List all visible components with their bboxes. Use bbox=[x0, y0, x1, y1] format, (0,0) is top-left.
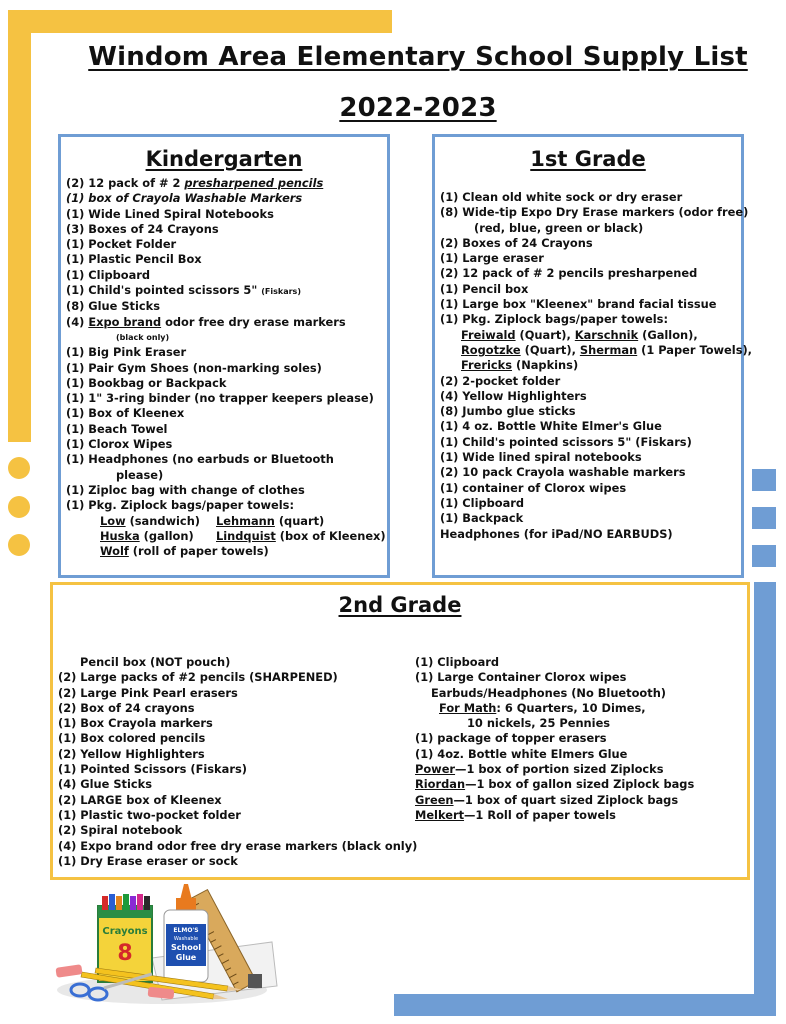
list-item: (1) Pair Gym Shoes (non-marking soles) bbox=[66, 360, 322, 375]
list-item: (2) 12 pack of # 2 presharpened pencils bbox=[66, 176, 324, 190]
list-item: Huska (gallon) Lindquist (box of Kleenex) bbox=[100, 528, 386, 543]
first-grade-heading: 1st Grade bbox=[530, 147, 646, 171]
page-title: Windom Area Elementary School Supply List bbox=[88, 42, 748, 72]
list-item: (1) Clorox Wipes bbox=[66, 437, 173, 452]
list-item: Freiwald (Quart), Karschnik (Gallon), bbox=[461, 327, 698, 342]
list-item: (1) box of Crayola Washable Markers bbox=[66, 191, 303, 206]
list-item: (4) Expo brand odor free dry erase markers bbox=[66, 314, 346, 329]
list-item: Pencil box (NOT pouch) bbox=[80, 655, 231, 669]
list-item: Green—1 box of quart sized Ziplock bags bbox=[415, 792, 679, 807]
svg-text:Crayons: Crayons bbox=[102, 926, 148, 937]
crayon-box-icon bbox=[98, 894, 152, 982]
list-item: (1) Pkg. Ziplock bags/paper towels: bbox=[440, 312, 669, 327]
second-grade-heading: 2nd Grade bbox=[338, 593, 462, 617]
list-item: (1) package of topper erasers bbox=[415, 731, 607, 746]
list-item: 10 nickels, 25 Pennies bbox=[467, 716, 611, 731]
blue-right-bar bbox=[754, 582, 776, 1014]
list-item: (1) Clean old white sock or dry eraser bbox=[440, 190, 683, 204]
school-year: 2022-2023 bbox=[339, 93, 497, 123]
first-grade-list bbox=[440, 190, 752, 542]
list-item: (1) Child's pointed scissors 5" (Fiskars) bbox=[440, 434, 692, 449]
eraser-icon bbox=[55, 964, 82, 978]
list-item: (1) 4 oz. Bottle White Elmer's Glue bbox=[440, 419, 662, 434]
list-item: (2) 10 pack Crayola washable markers bbox=[440, 465, 686, 480]
list-item: (1) container of Clorox wipes bbox=[440, 480, 627, 495]
list-item: (3) Boxes of 24 Crayons bbox=[66, 221, 219, 236]
list-item: (red, blue, green or black) bbox=[474, 220, 644, 235]
list-item: (1) Plastic Pencil Box bbox=[66, 252, 202, 267]
list-item: (1) Plastic two-pocket folder bbox=[58, 807, 241, 822]
list-item: (2) Yellow Highlighters bbox=[58, 746, 205, 761]
list-item: (2) LARGE box of Kleenex bbox=[58, 792, 222, 807]
kindergarten-heading: Kindergarten bbox=[145, 147, 303, 171]
list-item: (1) Pkg. Ziplock bags/paper towels: bbox=[66, 498, 295, 513]
kindergarten-list bbox=[66, 176, 386, 559]
list-item: (1) Ziploc bag with change of clothes bbox=[66, 482, 305, 497]
list-item: (1) Box colored pencils bbox=[58, 731, 206, 746]
list-item: Headphones (for iPad/NO EARBUDS) bbox=[440, 526, 673, 541]
svg-text:Glue: Glue bbox=[175, 953, 197, 962]
list-item: (2) Box of 24 crayons bbox=[58, 700, 195, 715]
list-item: Low (sandwich) Lehmann (quart) bbox=[100, 513, 325, 528]
list-item: (1) Bookbag or Backpack bbox=[66, 375, 227, 390]
list-item: (8) Wide-tip Expo Dry Erase markers (odor free) bbox=[440, 205, 749, 220]
list-item: (2) 12 pack of # 2 pencils presharpened bbox=[440, 266, 698, 281]
second-grade-list-left bbox=[58, 655, 417, 869]
list-item: (1) 4oz. Bottle white Elmers Glue bbox=[415, 746, 628, 761]
list-item: (1) Dry Erase eraser or sock bbox=[58, 853, 238, 868]
list-item: Rogotzke (Quart), Sherman (1 Paper Towels), bbox=[461, 342, 753, 357]
list-item: (2) Boxes of 24 Crayons bbox=[440, 235, 593, 250]
list-item: Earbuds/Headphones (No Bluetooth) bbox=[431, 685, 667, 700]
list-item: Power—1 box of portion sized Ziplocks bbox=[415, 762, 664, 777]
blue-square bbox=[752, 507, 776, 529]
list-item: (4) Yellow Highlighters bbox=[440, 388, 587, 403]
list-item: (1) Large Container Clorox wipes bbox=[415, 670, 627, 685]
list-item: (8) Jumbo glue sticks bbox=[440, 404, 576, 419]
kindergarten-box bbox=[58, 134, 390, 578]
list-item: (1) Big Pink Eraser bbox=[66, 345, 187, 360]
list-item: (1) Child's pointed scissors 5" (Fiskars) bbox=[66, 283, 301, 298]
list-item: (1) Clipboard bbox=[66, 267, 151, 282]
school-supplies-clipart bbox=[52, 882, 278, 1008]
svg-text:Washable: Washable bbox=[173, 936, 199, 942]
blue-square bbox=[752, 469, 776, 491]
list-item: (1) Pointed Scissors (Fiskars) bbox=[58, 762, 247, 777]
list-item: please) bbox=[116, 467, 164, 482]
second-grade-list-right bbox=[415, 655, 694, 823]
list-item: (1) Large eraser bbox=[440, 251, 544, 266]
list-item: (4) Glue Sticks bbox=[58, 777, 153, 792]
yellow-top-bar bbox=[8, 10, 392, 33]
list-item: Melkert—1 Roll of paper towels bbox=[415, 807, 616, 822]
list-item: (2) Spiral notebook bbox=[58, 823, 183, 838]
list-item: (1) Wide Lined Spiral Notebooks bbox=[66, 206, 274, 221]
list-item: (1) Wide lined spiral notebooks bbox=[440, 450, 642, 465]
blue-bottom-bar bbox=[394, 994, 776, 1016]
list-item: (2) Large Pink Pearl erasers bbox=[58, 685, 238, 700]
svg-text:8: 8 bbox=[117, 941, 133, 966]
blue-square bbox=[752, 545, 776, 567]
list-item: (1) Large box "Kleenex" brand facial tissue bbox=[440, 297, 717, 312]
first-grade-box bbox=[432, 134, 753, 578]
svg-text:ELMO'S: ELMO'S bbox=[173, 927, 199, 934]
list-item: (4) Expo brand odor free dry erase markers (black only) bbox=[58, 838, 418, 853]
list-item: (1) Beach Towel bbox=[66, 421, 168, 436]
list-item: (1) Backpack bbox=[440, 511, 524, 526]
list-item: (black only) bbox=[116, 332, 170, 342]
list-item: (1) Headphones (no earbuds or Bluetooth bbox=[66, 452, 334, 467]
list-item: Wolf (roll of paper towels) bbox=[100, 544, 269, 559]
list-item: (1) Box Crayola markers bbox=[58, 716, 213, 731]
list-item: (1) Pencil box bbox=[440, 281, 529, 296]
list-item: Frericks (Napkins) bbox=[461, 358, 579, 373]
list-item: (1) Pocket Folder bbox=[66, 237, 177, 252]
list-item: (1) Clipboard bbox=[440, 495, 525, 510]
yellow-dot bbox=[8, 457, 30, 479]
sharpener-icon bbox=[248, 974, 262, 988]
yellow-dot bbox=[8, 496, 30, 518]
yellow-dot bbox=[8, 534, 30, 556]
list-item: (1) Box of Kleenex bbox=[66, 406, 185, 421]
list-item: For Math: 6 Quarters, 10 Dimes, bbox=[439, 700, 646, 715]
list-item: (1) 1" 3-ring binder (no trapper keepers please) bbox=[66, 391, 374, 406]
list-item: (1) Clipboard bbox=[415, 655, 500, 669]
list-item: (2) Large packs of #2 pencils (SHARPENED) bbox=[58, 670, 338, 685]
list-item: (2) 2-pocket folder bbox=[440, 373, 561, 388]
list-item: Riordan—1 box of gallon sized Ziplock bags bbox=[415, 777, 695, 792]
list-item: (8) Glue Sticks bbox=[66, 299, 161, 314]
second-grade-box bbox=[50, 582, 750, 880]
svg-text:School: School bbox=[171, 943, 201, 952]
yellow-left-bar bbox=[8, 10, 31, 442]
